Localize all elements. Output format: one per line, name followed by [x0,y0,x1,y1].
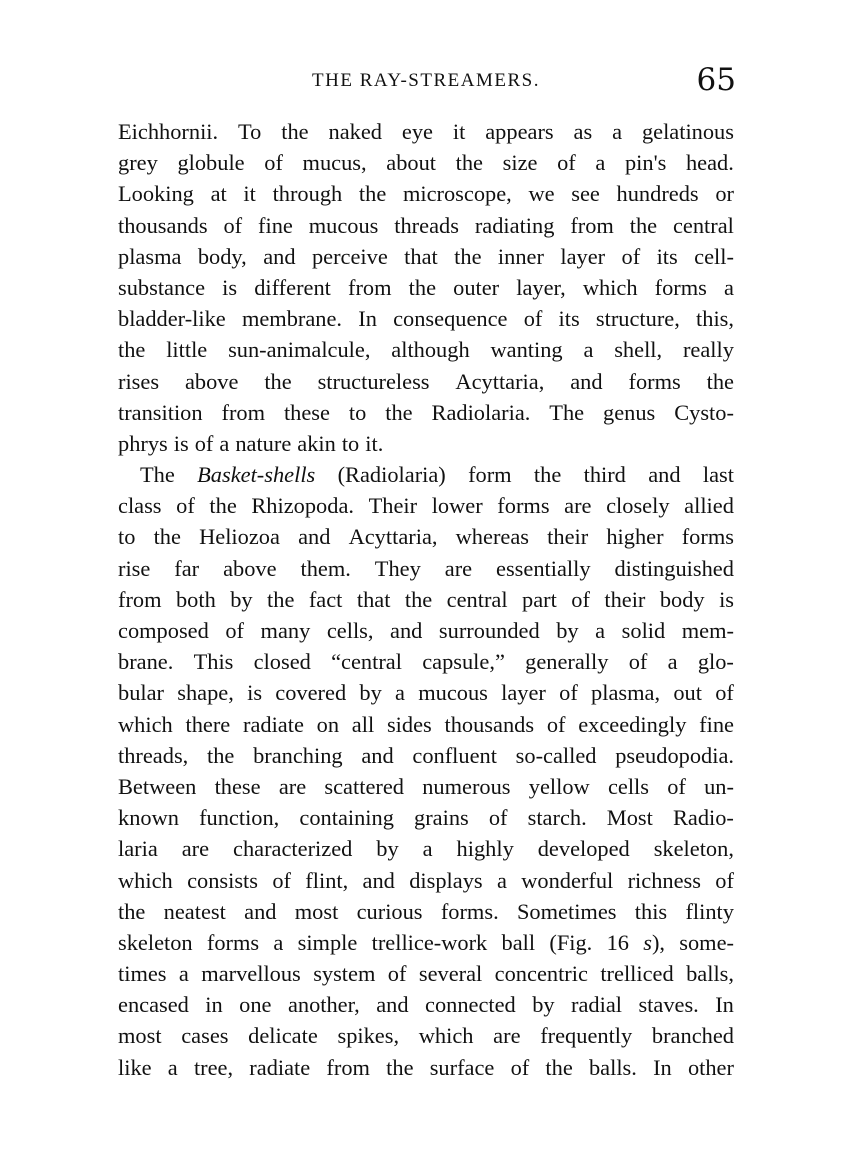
text-line: bladder-like membrane. In consequence of its structure, this, [118,306,734,332]
text-line: from both by the fact that the central part of their body is [118,586,734,612]
text-line: times a marvellous system of several concentric trelliced balls, [118,961,734,987]
text-line: rises above the structureless Acyttaria, and forms the [118,368,734,394]
text-line: to the Heliozoa and Acyttaria, whereas their higher forms [118,524,734,550]
text-line: like a tree, radiate from the surface of the balls. In other [118,1054,734,1080]
text-line: transition from these to the Radiolaria. The genus Cysto- [118,399,734,425]
text-line: class of the Rhizopoda. Their lower forms are closely allied [118,493,734,519]
text-line: thousands of fine mucous threads radiating from the central [118,212,734,238]
text-line: skeleton forms a simple trellice-work ball (Fig. 16 s), some- [118,929,734,955]
text-line: which consists of flint, and displays a wonderful richness of [118,867,734,893]
running-head [118,62,736,100]
text-line: plasma body, and perceive that the inner layer of its cell- [118,243,734,269]
text-line: most cases delicate spikes, which are frequently branched [118,1023,734,1049]
text-line: threads, the branching and confluent so-called pseudopodia. [118,742,734,768]
body-text [118,116,734,1083]
text-line: Between these are scattered numerous yellow cells of un- [118,773,734,799]
text-line: rise far above them. They are essentially distinguished [118,555,734,581]
text-line: composed of many cells, and surrounded by a solid mem- [118,618,734,643]
text-line: brane. This closed “central capsule,” generally of a glo- [118,649,734,675]
text-line: substance is different from the outer layer, which forms a [118,274,734,300]
text-line: bular shape, is covered by a mucous layer of plasma, out of [118,680,734,706]
text-line: encased in one another, and connected by radial staves. In [118,992,734,1018]
text-line: Looking at it through the microscope, we see hundreds or [118,181,734,207]
text-line: Eichhornii. To the naked eye it appears as a gelatinous [118,119,734,144]
running-head-title: THE RAY-STREAMERS. [312,70,540,91]
text-line: laria are characterized by a highly developed skeleton, [118,836,734,862]
text-line: the little sun-animalcule, although wanting a shell, really [118,337,734,363]
text-line: known function, containing grains of starch. Most Radio- [118,805,734,831]
text-line: the neatest and most curious forms. Sometimes this flinty [118,898,734,924]
text-line: grey globule of mucus, about the size of a pin's head. [118,150,734,176]
text-line: phrys is of a nature akin to it. [118,430,384,456]
text-line: which there radiate on all sides thousands of exceedingly fine [118,711,734,737]
text-line: The Basket-shells (Radiolaria) form the third and last [140,462,734,488]
page-number: 65 [696,62,736,98]
